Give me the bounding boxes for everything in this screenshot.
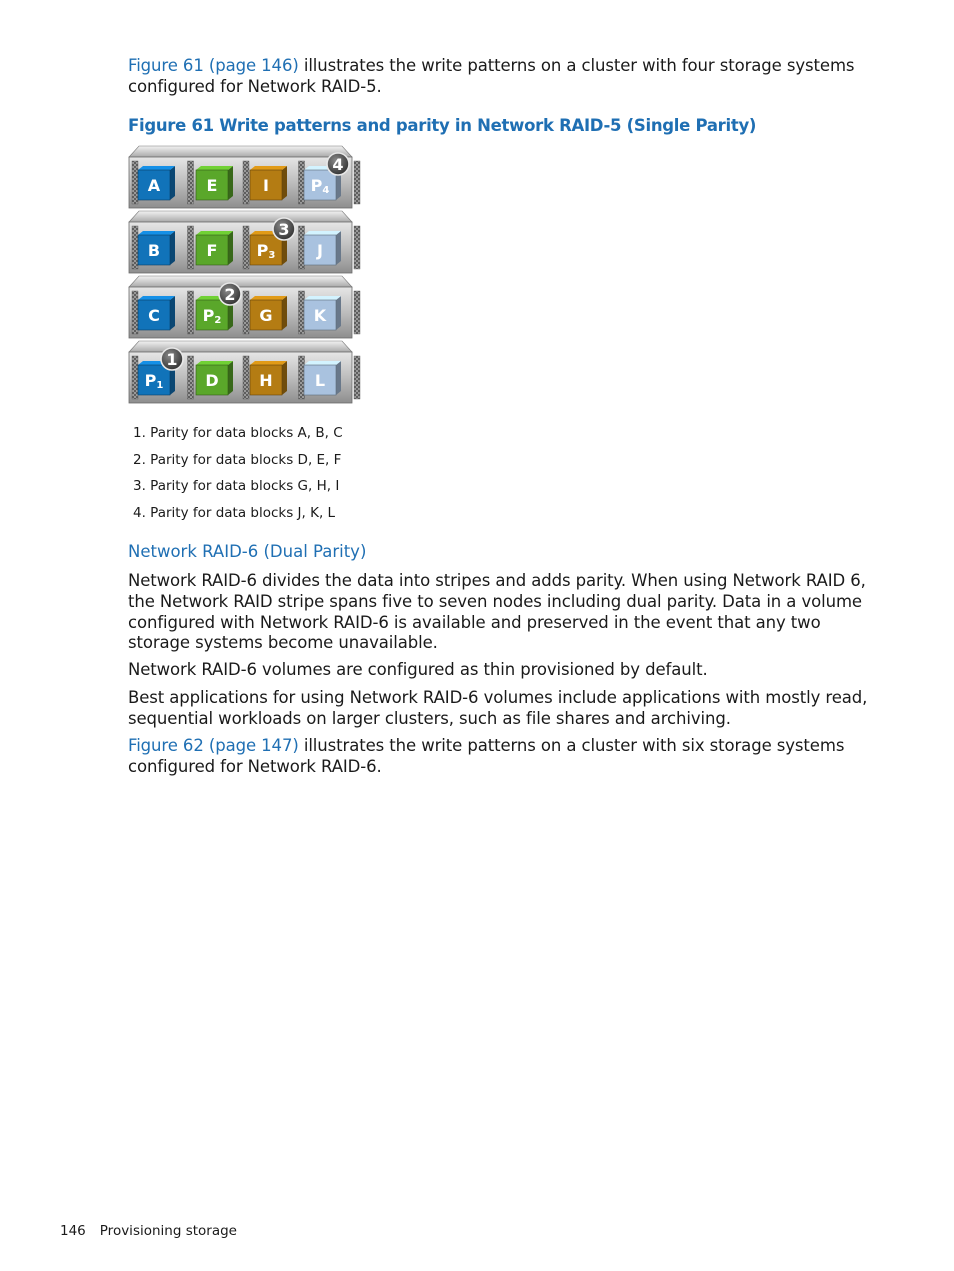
block-label: K [313, 306, 327, 325]
page-number: 146 [60, 1223, 86, 1239]
storage-system [129, 341, 360, 403]
data-block [304, 361, 341, 395]
block-label: B [147, 241, 161, 260]
storage-system [129, 146, 360, 208]
parity-badge [219, 283, 241, 305]
data-block [138, 166, 175, 200]
figure-61-link[interactable]: Figure 61 (page 146) [128, 56, 299, 75]
figure-62-link[interactable]: Figure 62 (page 147) [128, 736, 299, 755]
data-block [138, 296, 175, 330]
block-label: P3 [256, 241, 276, 261]
block-label: L [314, 371, 326, 390]
legend-item: 1. Parity for data blocks A, B, C [133, 425, 343, 441]
figure-title: Figure 61 Write patterns and parity in Network RAID-5 (Single Parity) [128, 116, 757, 135]
body-paragraph: Best applications for using Network RAID-6 volumes include applications with mostly read, sequential workloads on larger clusters, such as file shares and archiving. [128, 688, 868, 728]
body-paragraph [128, 736, 868, 778]
legend-item: 3. Parity for data blocks G, H, I [133, 478, 340, 494]
storage-system [129, 276, 360, 338]
section-heading: Network RAID-6 (Dual Parity) [128, 542, 367, 561]
block-label: E [206, 176, 218, 195]
data-block [196, 231, 233, 265]
block-label: P2 [202, 306, 222, 326]
parity-badge [161, 348, 183, 370]
badge-number: 1 [166, 350, 178, 369]
data-block [250, 361, 287, 395]
data-block [304, 296, 341, 330]
data-block [196, 361, 233, 395]
legend-item: 2. Parity for data blocks D, E, F [133, 452, 342, 468]
block-label: C [148, 306, 160, 325]
parity-badge [327, 153, 349, 175]
block-label: P4 [310, 176, 330, 196]
parity-badge [273, 218, 295, 240]
data-block [138, 231, 175, 265]
data-block [250, 166, 287, 200]
intro-text: illustrates the write patterns on a cluster with four storage systems configured for Network RAID-5. [128, 56, 855, 96]
data-block [304, 231, 341, 265]
badge-number: 2 [224, 285, 236, 304]
legend-item: 4. Parity for data blocks J, K, L [133, 505, 336, 521]
data-block [196, 166, 233, 200]
block-label: F [206, 241, 218, 260]
badge-number: 3 [278, 220, 290, 239]
storage-system [129, 211, 360, 273]
body-paragraph: Network RAID-6 divides the data into stripes and adds parity. When using Network RAID 6, the Network RAID stripe spans five to seven nodes including dual parity. Data in a volume configured with Network RAID-6 is available and preserved in the event that any two storage systems become unavailable. [128, 571, 866, 653]
body-paragraph: Network RAID-6 volumes are configured as thin provisioned by default. [128, 660, 708, 679]
badge-number: 4 [332, 155, 344, 174]
body-text: illustrates the write patterns on a cluster with six storage systems configured for Network RAID-6. [128, 736, 845, 776]
page-footer [60, 1223, 237, 1239]
block-label: A [147, 176, 161, 195]
block-label: J [317, 241, 323, 260]
block-label: G [259, 306, 273, 325]
raid5-diagram [0, 0, 954, 420]
block-label: D [205, 371, 219, 390]
footer-section-title: Provisioning storage [99, 1223, 237, 1239]
block-label: P1 [144, 371, 164, 391]
block-label: H [259, 371, 273, 390]
data-block [250, 296, 287, 330]
block-label: I [263, 176, 269, 195]
